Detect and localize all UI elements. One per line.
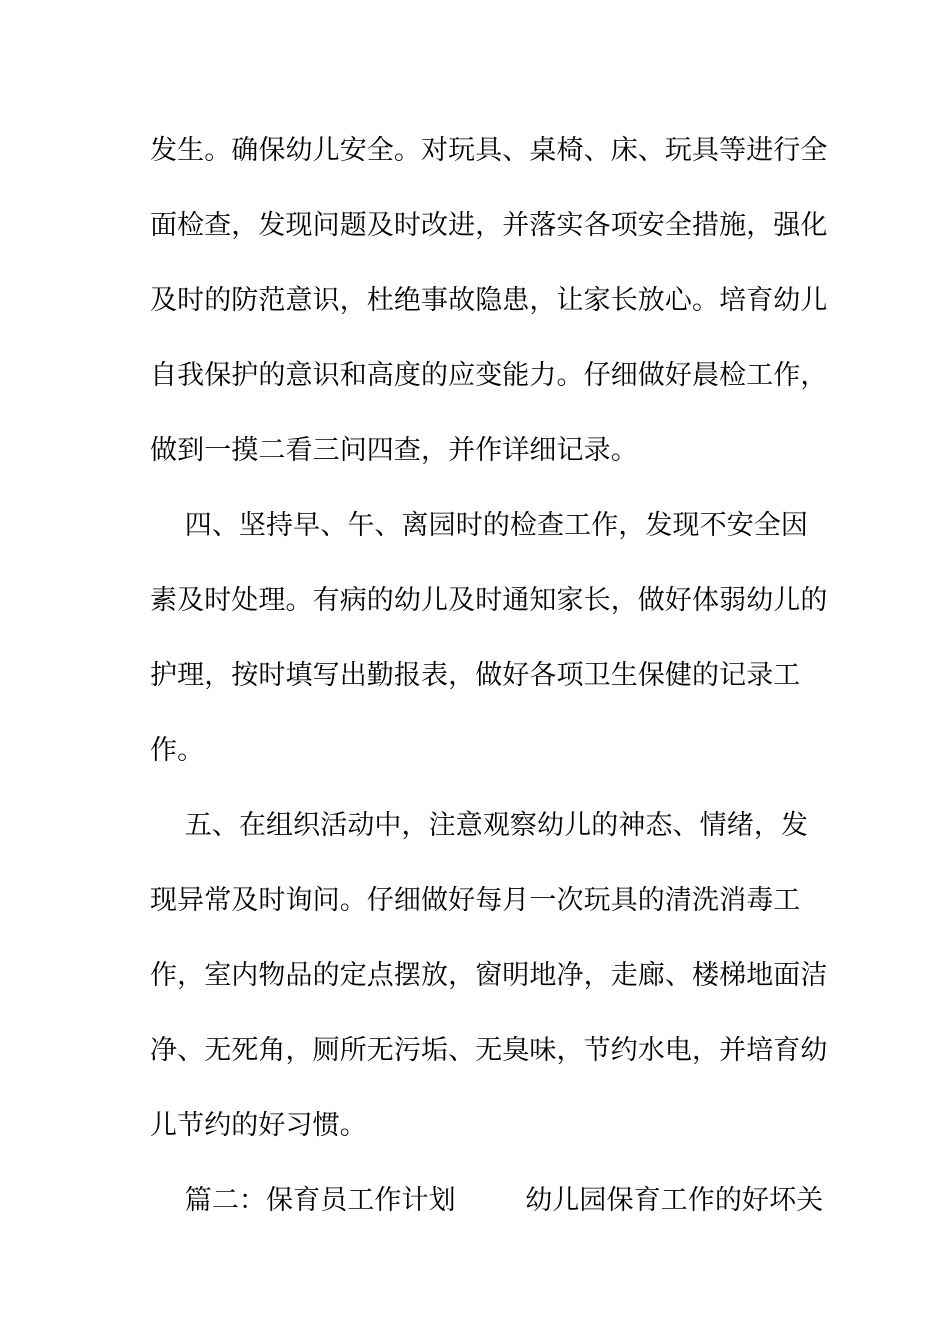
text-line: 净、无死角，厕所无污垢、无臭味，节约水电，并培育幼	[150, 1035, 828, 1066]
text-line: 素及时处理。有病的幼儿及时通知家长，做好体弱幼儿的	[150, 585, 828, 616]
text-line: 儿节约的好习惯。	[150, 1110, 367, 1141]
paragraph-four-start: 四、坚持早、午、离园时的检查工作，发现不安全因	[150, 510, 809, 541]
paragraph-five-start: 五、在组织活动中，注意观察幼儿的神态、情绪，发	[150, 810, 809, 841]
text-line: 发生。确保幼儿安全。对玩具、桌椅、床、玩具等进行全	[150, 135, 828, 166]
text-line: 及时的防范意识，杜绝事故隐患，让家长放心。培育幼儿	[150, 285, 828, 316]
text-line: 作。	[150, 735, 205, 766]
text-line: 做到一摸二看三问四查，并作详细记录。	[150, 435, 638, 466]
section-two-heading: 篇二：保育员工作计划 幼儿园保育工作的好坏关	[150, 1185, 824, 1216]
text-line: 现异常及时询问。仔细做好每月一次玩具的清洗消毒工	[150, 885, 801, 916]
text-line: 护理，按时填写出勤报表，做好各项卫生保健的记录工	[150, 660, 801, 691]
text-line: 自我保护的意识和高度的应变能力。仔细做好晨检工作，	[150, 360, 828, 391]
text-line: 面检查，发现问题及时改进，并落实各项安全措施，强化	[150, 210, 828, 241]
text-line: 作，室内物品的定点摆放，窗明地净，走廊、楼梯地面洁	[150, 960, 828, 991]
